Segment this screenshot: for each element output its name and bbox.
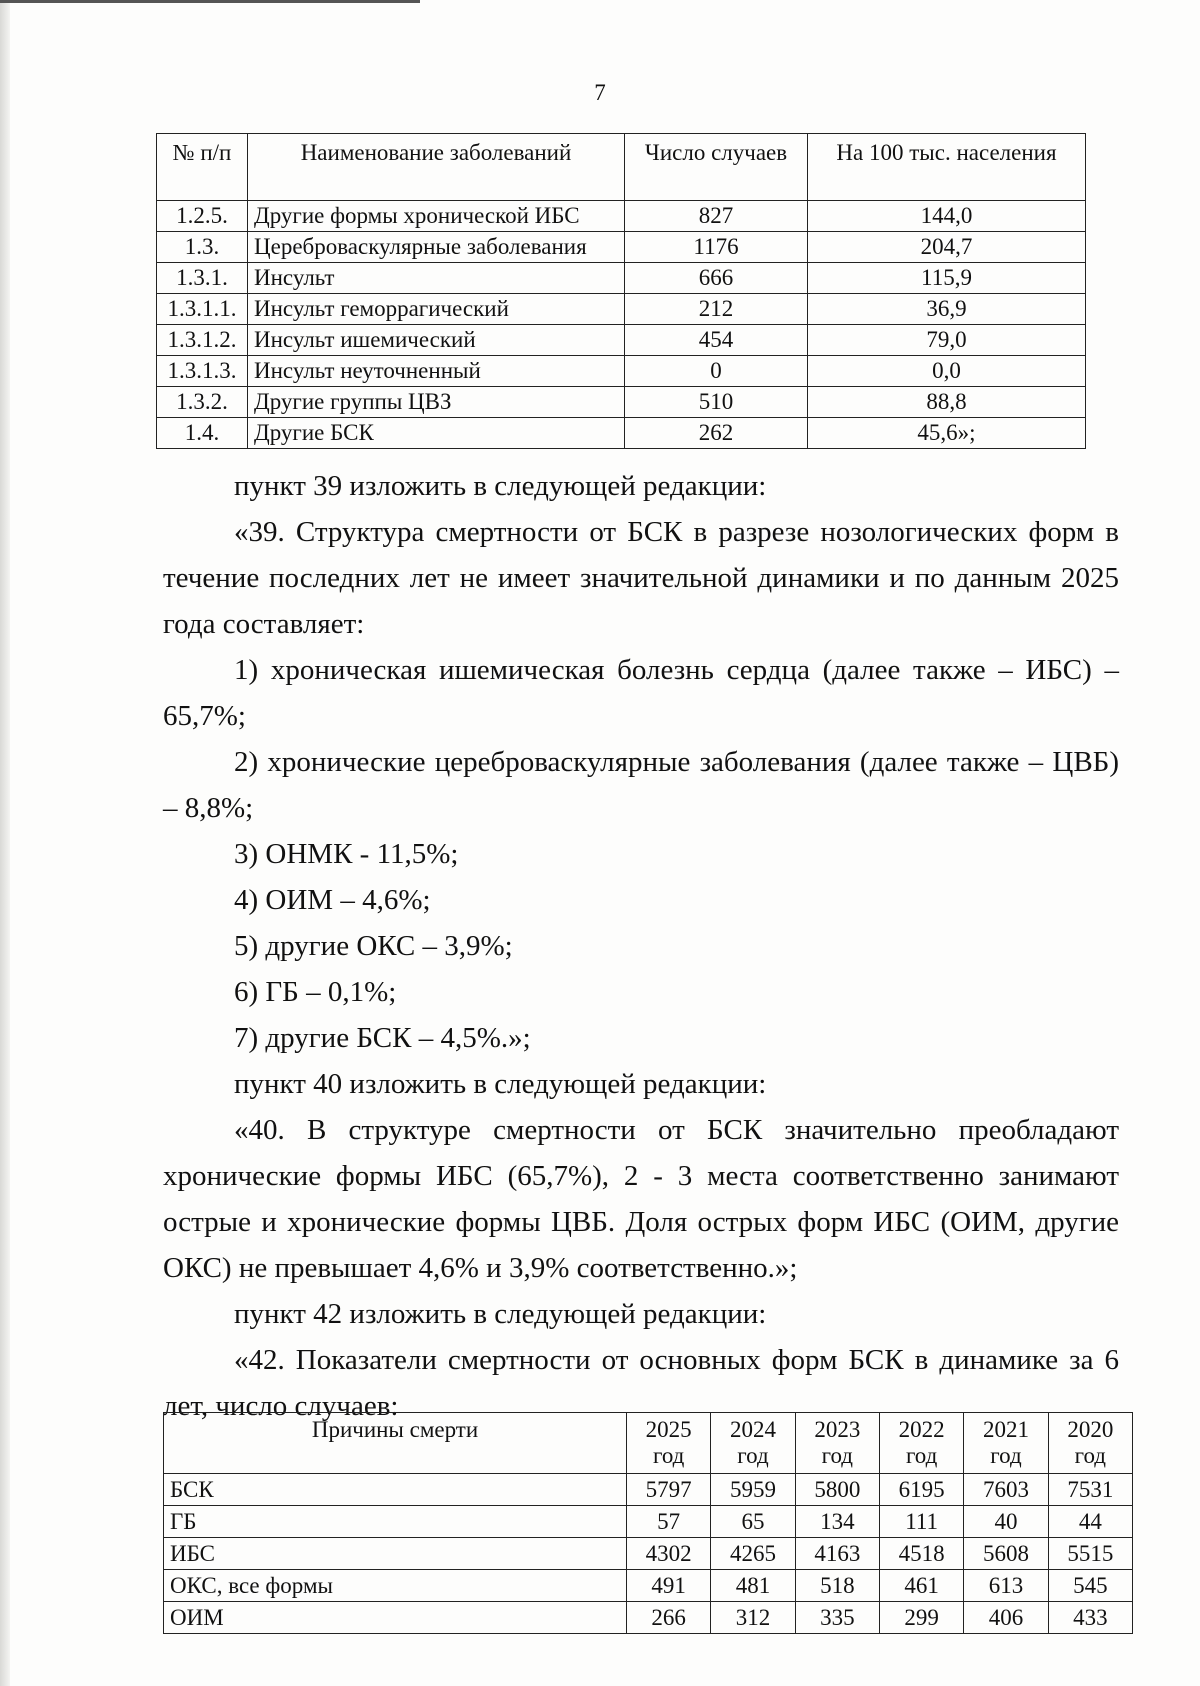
row-value: 5608 — [964, 1538, 1048, 1570]
row-value: 481 — [711, 1570, 795, 1602]
col-header-cases: Число случаев — [625, 134, 808, 201]
list-item: 2) хронические цереброваскулярные заболевания (далее также – ЦВБ) – 8,8%; — [163, 746, 1119, 824]
row-num: 1.3.1.3. — [157, 356, 248, 387]
row-cases: 666 — [625, 263, 808, 294]
top-rule — [0, 0, 420, 3]
row-num: 1.4. — [157, 418, 248, 449]
row-value: 5515 — [1048, 1538, 1132, 1570]
row-value: 406 — [964, 1602, 1048, 1634]
col-header-per100k: На 100 тыс. населения — [808, 134, 1086, 201]
row-name: Инсульт неуточненный — [248, 356, 625, 387]
row-value: 4518 — [879, 1538, 963, 1570]
col-header-cause: Причины смерти — [164, 1413, 627, 1474]
row-num: 1.3. — [157, 232, 248, 263]
col-header-year: 2023 год — [795, 1413, 879, 1474]
table-row — [164, 1570, 1133, 1602]
list-item: 3) ОНМК - 11,5%; — [234, 838, 459, 870]
page-number: 7 — [594, 80, 606, 105]
paragraph-40: «40. В структуре смертности от БСК значительно преобладают хронические формы ИБС (65,7%), 2 - 3 места соответственно занимают острые и хронические формы ЦВБ. Доля острых форм ИБС (ОИМ, другие ОКС) не превышает 4,6% и 3,9% соответственно.»; — [163, 1114, 1119, 1284]
row-value: 5797 — [627, 1474, 711, 1506]
row-name: Инсульт ишемический — [248, 325, 625, 356]
table-row — [157, 232, 1086, 263]
row-value: 5800 — [795, 1474, 879, 1506]
row-per100k: 88,8 — [808, 387, 1086, 418]
row-cause: ОИМ — [164, 1602, 627, 1634]
row-cases: 454 — [625, 325, 808, 356]
row-cause: ИБС — [164, 1538, 627, 1570]
row-name: Другие формы хронической ИБС — [248, 201, 625, 232]
row-value: 545 — [1048, 1570, 1132, 1602]
row-cases: 212 — [625, 294, 808, 325]
row-per100k: 79,0 — [808, 325, 1086, 356]
table-row — [157, 294, 1086, 325]
col-header-num: № п/п — [157, 134, 248, 201]
row-name: Цереброваскулярные заболевания — [248, 232, 625, 263]
table-row — [164, 1474, 1133, 1506]
table-row — [157, 418, 1086, 449]
table-row — [157, 201, 1086, 232]
row-cases: 510 — [625, 387, 808, 418]
row-value: 4163 — [795, 1538, 879, 1570]
paragraph-39-intro: пункт 39 изложить в следующей редакции: — [234, 470, 767, 502]
row-value: 40 — [964, 1506, 1048, 1538]
row-value: 312 — [711, 1602, 795, 1634]
row-value: 7603 — [964, 1474, 1048, 1506]
list-item: 6) ГБ – 0,1%; — [234, 976, 397, 1008]
mortality-table — [163, 1412, 1133, 1634]
row-num: 1.3.1.1. — [157, 294, 248, 325]
row-value: 4302 — [627, 1538, 711, 1570]
row-per100k: 204,7 — [808, 232, 1086, 263]
row-value: 518 — [795, 1570, 879, 1602]
paragraph-42-intro: пункт 42 изложить в следующей редакции: — [234, 1298, 767, 1330]
row-value: 433 — [1048, 1602, 1132, 1634]
row-per100k: 0,0 — [808, 356, 1086, 387]
col-header-name: Наименование заболеваний — [248, 134, 625, 201]
row-value: 461 — [879, 1570, 963, 1602]
table-row — [164, 1538, 1133, 1570]
body-text — [163, 463, 1119, 1429]
row-name: Другие БСК — [248, 418, 625, 449]
row-value: 5959 — [711, 1474, 795, 1506]
table-row — [157, 387, 1086, 418]
row-num: 1.3.1.2. — [157, 325, 248, 356]
row-cause: ГБ — [164, 1506, 627, 1538]
row-cause: БСК — [164, 1474, 627, 1506]
col-header-year: 2021 год — [964, 1413, 1048, 1474]
paragraph-40-intro: пункт 40 изложить в следующей редакции: — [234, 1068, 767, 1100]
list-item: 1) хроническая ишемическая болезнь сердца (далее также – ИБС) – 65,7%; — [163, 654, 1119, 732]
row-name: Инсульт геморрагический — [248, 294, 625, 325]
row-cases: 1176 — [625, 232, 808, 263]
col-header-year: 2022 год — [879, 1413, 963, 1474]
row-value: 335 — [795, 1602, 879, 1634]
row-value: 491 — [627, 1570, 711, 1602]
list-item: 5) другие ОКС – 3,9%; — [234, 930, 513, 962]
row-value: 266 — [627, 1602, 711, 1634]
row-value: 44 — [1048, 1506, 1132, 1538]
row-per100k: 115,9 — [808, 263, 1086, 294]
disease-table-header — [157, 134, 1086, 201]
table-row — [164, 1506, 1133, 1538]
col-header-year: 2020 год — [1048, 1413, 1132, 1474]
row-cases: 262 — [625, 418, 808, 449]
row-name: Другие группы ЦВЗ — [248, 387, 625, 418]
paragraph-39: «39. Структура смертности от БСК в разрезе нозологических форм в течение последних лет не имеет значительной динамики и по данным 2025 года составляет: — [163, 516, 1119, 640]
row-value: 6195 — [879, 1474, 963, 1506]
row-value: 57 — [627, 1506, 711, 1538]
row-value: 4265 — [711, 1538, 795, 1570]
col-header-year: 2024 год — [711, 1413, 795, 1474]
table-row — [157, 325, 1086, 356]
row-value: 65 — [711, 1506, 795, 1538]
row-num: 1.2.5. — [157, 201, 248, 232]
row-per100k: 36,9 — [808, 294, 1086, 325]
row-value: 613 — [964, 1570, 1048, 1602]
row-value: 134 — [795, 1506, 879, 1538]
row-value: 7531 — [1048, 1474, 1132, 1506]
row-per100k: 45,6»; — [808, 418, 1086, 449]
row-num: 1.3.1. — [157, 263, 248, 294]
row-cases: 827 — [625, 201, 808, 232]
table-row — [157, 356, 1086, 387]
scan-edge — [0, 0, 10, 1686]
row-cases: 0 — [625, 356, 808, 387]
row-per100k: 144,0 — [808, 201, 1086, 232]
disease-table — [156, 133, 1086, 449]
paragraph-42: «42. Показатели смертности от основных форм БСК в динамике за 6 лет, число случаев: — [163, 1344, 1119, 1422]
table-row — [157, 263, 1086, 294]
row-cause: ОКС, все формы — [164, 1570, 627, 1602]
row-name: Инсульт — [248, 263, 625, 294]
mortality-table-header — [164, 1413, 1133, 1474]
row-value: 111 — [879, 1506, 963, 1538]
list-item: 7) другие БСК – 4,5%.»; — [234, 1022, 531, 1054]
row-value: 299 — [879, 1602, 963, 1634]
row-num: 1.3.2. — [157, 387, 248, 418]
list-item: 4) ОИМ – 4,6%; — [234, 884, 431, 916]
table-row — [164, 1602, 1133, 1634]
col-header-year: 2025 год — [627, 1413, 711, 1474]
